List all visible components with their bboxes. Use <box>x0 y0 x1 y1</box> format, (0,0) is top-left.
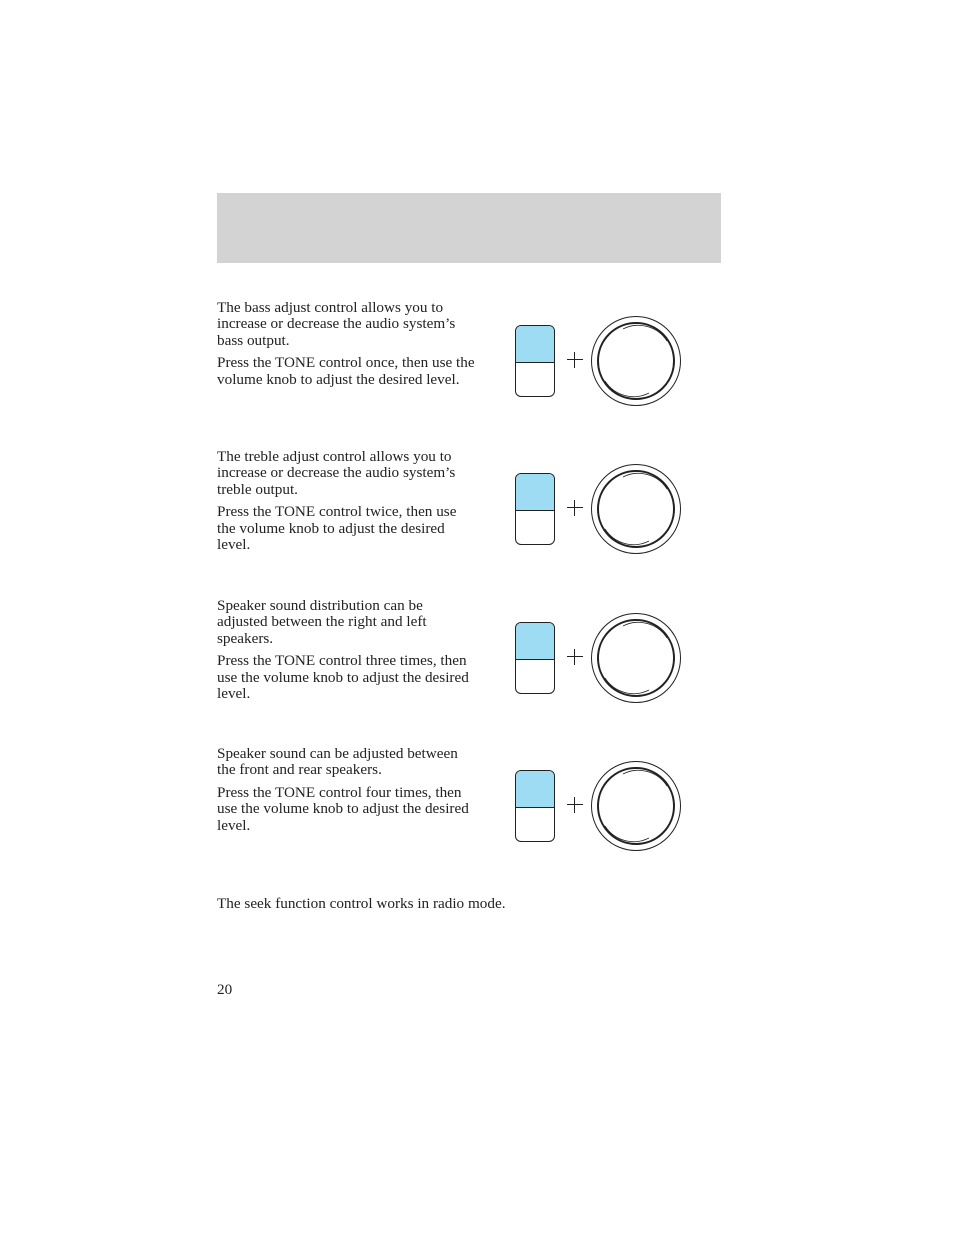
plus-icon <box>567 500 583 516</box>
tone-button-icon <box>515 770 555 842</box>
volume-knob-icon <box>590 612 682 704</box>
plus-icon <box>567 649 583 665</box>
page-number: 20 <box>217 981 233 998</box>
fade-section <box>217 746 477 840</box>
treble-section <box>217 449 477 559</box>
treble-instructions: Press the TONE control twice, then use the volume knob to adjust the desired level. <box>217 503 457 554</box>
volume-knob-icon <box>590 315 682 407</box>
treble-description: The treble adjust control allows you to increase or decrease the audio system’s treble output. <box>217 448 456 498</box>
seek-note: The seek function control works in radio mode. <box>217 895 506 912</box>
header-bar <box>217 193 721 263</box>
volume-knob-icon <box>590 463 682 555</box>
balance-section <box>217 598 477 708</box>
plus-icon <box>567 797 583 813</box>
bass-section <box>217 300 477 394</box>
tone-button-icon <box>515 473 555 545</box>
plus-icon <box>567 352 583 368</box>
fade-illustration <box>513 760 683 852</box>
fade-instructions: Press the TONE control four times, then use the volume knob to adjust the desired level. <box>217 783 469 834</box>
tone-button-icon <box>515 325 555 397</box>
fade-description: Speaker sound can be adjusted between the front and rear speakers. <box>217 745 458 779</box>
balance-description: Speaker sound distribution can be adjusted between the right and left speakers. <box>217 597 427 647</box>
balance-illustration <box>513 612 683 704</box>
tone-button-icon <box>515 622 555 694</box>
volume-knob-icon <box>590 760 682 852</box>
treble-illustration <box>513 463 683 555</box>
bass-illustration <box>513 315 683 407</box>
bass-instructions: Press the TONE control once, then use the volume knob to adjust the desired level. <box>217 354 475 388</box>
balance-instructions: Press the TONE control three times, then use the volume knob to adjust the desired level. <box>217 652 469 703</box>
bass-description: The bass adjust control allows you to increase or decrease the audio system’s bass output. <box>217 299 456 349</box>
